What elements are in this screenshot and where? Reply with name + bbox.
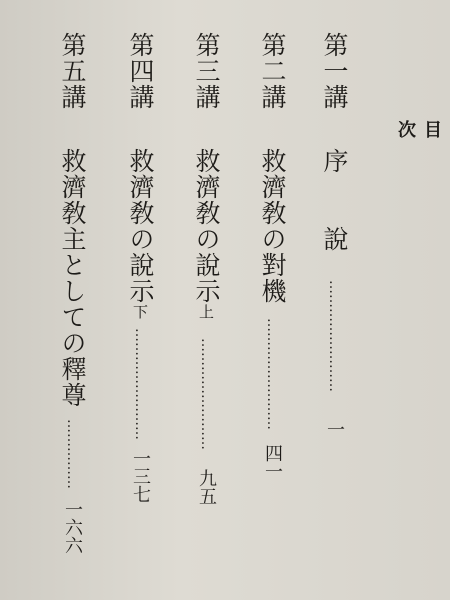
toc-entry-chapter-1 xyxy=(314,32,354,572)
dot-leader: …………… xyxy=(64,419,80,489)
chapter-subtitle: 上 xyxy=(197,304,215,319)
toc-entry-chapter-2 xyxy=(252,32,292,572)
chapter-label: 第四講 xyxy=(126,32,155,110)
chapter-label: 第一講 xyxy=(320,32,349,110)
chapter-label: 第二講 xyxy=(258,32,287,110)
chapter-subtitle: 下 xyxy=(131,304,149,319)
chapter-page-number: 一六六 xyxy=(62,500,83,554)
chapter-title: 救濟敎主としての釋尊 xyxy=(58,148,87,408)
dot-leader: …………………… xyxy=(198,338,214,450)
heading-char-1: 目 xyxy=(421,120,442,138)
chapter-title: 序 說 xyxy=(320,148,349,252)
toc-entry-chapter-3 xyxy=(186,32,226,572)
toc-entry-chapter-4 xyxy=(120,32,160,572)
chapter-label: 第五講 xyxy=(58,32,87,110)
chapter-page-number: 四一 xyxy=(262,444,283,480)
toc-entry-chapter-5 xyxy=(52,32,92,572)
chapter-page-number: 一三七 xyxy=(130,449,151,503)
toc-heading xyxy=(392,120,444,194)
bleed-through-text xyxy=(405,40,436,66)
chapter-title: 救濟敎の對機 xyxy=(258,148,287,304)
dot-leader: …………………… xyxy=(264,318,280,430)
dot-leader: …………………… xyxy=(326,280,342,392)
chapter-page-number: 一 xyxy=(324,420,345,438)
chapter-label: 第三講 xyxy=(192,32,221,110)
heading-char-2: 次 xyxy=(395,120,416,138)
chapter-title: 救濟敎の說示 xyxy=(126,148,155,304)
chapter-page-number: 九五 xyxy=(196,469,217,505)
chapter-title: 救濟敎の說示 xyxy=(192,148,221,304)
dot-leader: …………………… xyxy=(132,328,148,440)
